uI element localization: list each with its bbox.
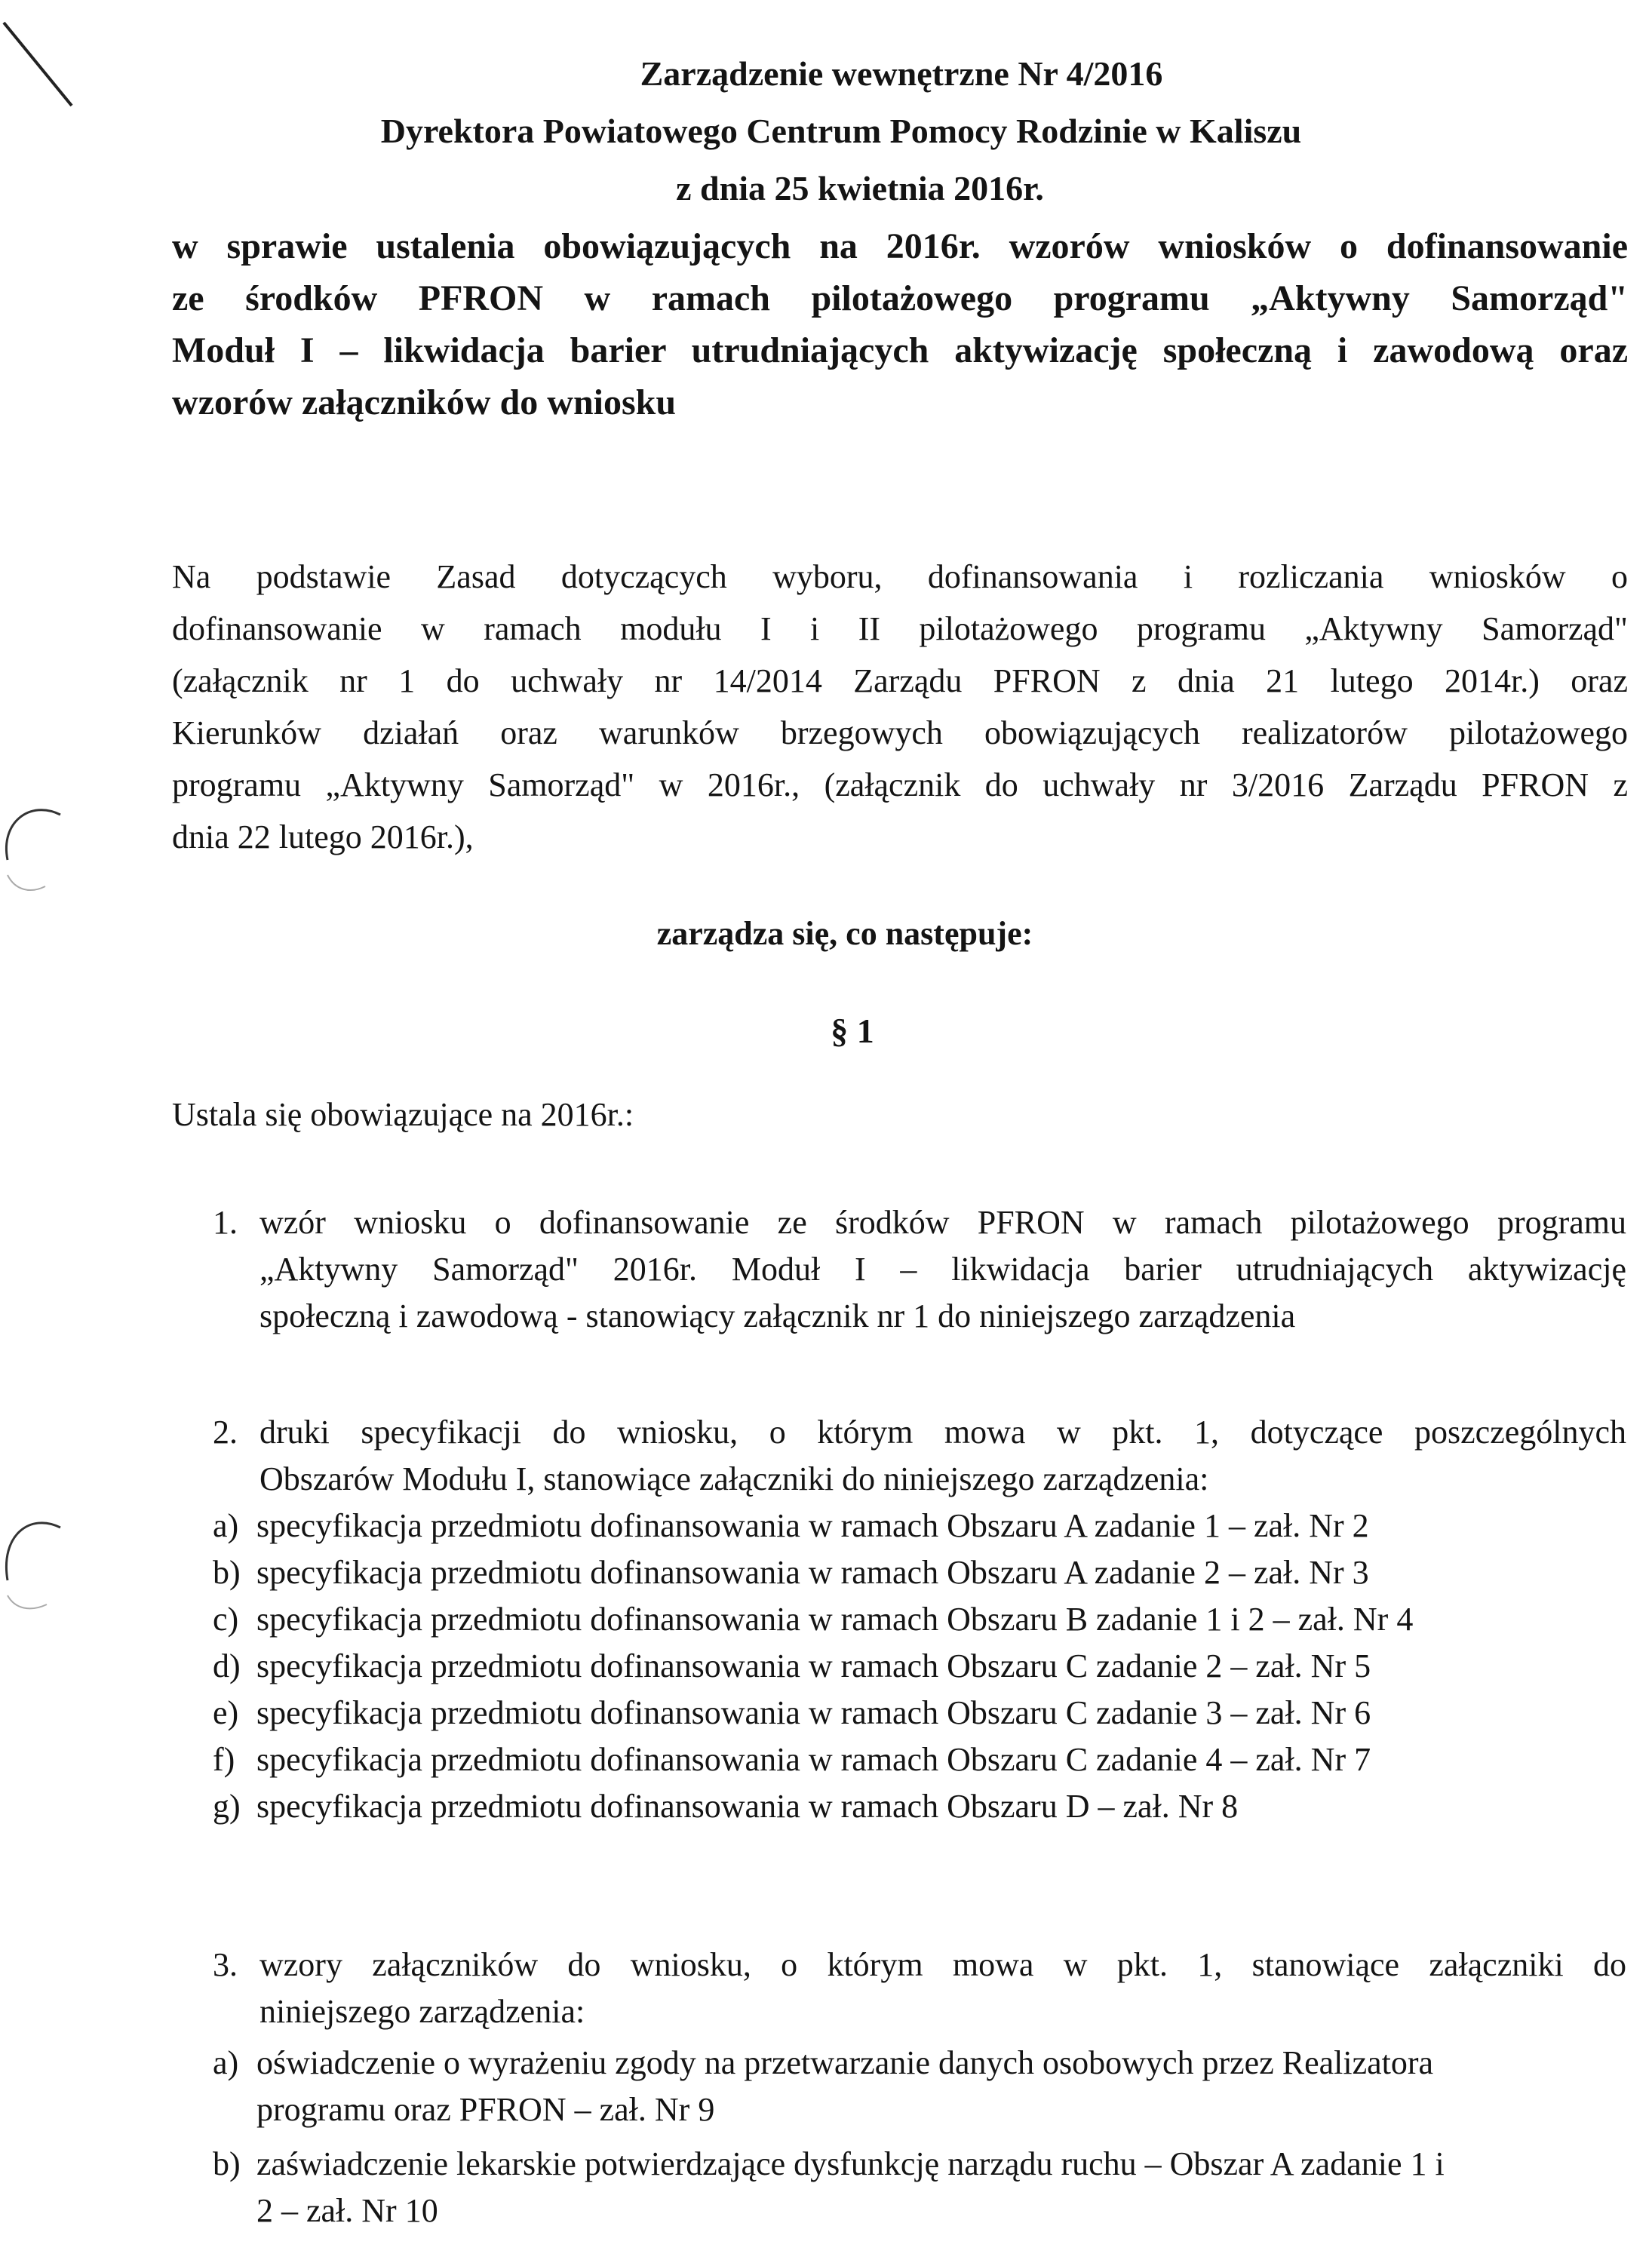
- basis-line: Na podstawie Zasad dotyczących wyboru, dofinansowania i rozliczania wniosków o: [172, 558, 1628, 595]
- sub-item-letter: b): [213, 1554, 241, 1591]
- sub-item-text: specyfikacja przedmiotu dofinansowania w ramach Obszaru C zadanie 4 – zał. Nr 7: [256, 1741, 1371, 1778]
- subject-line: Moduł I – likwidacja barier utrudniających aktywizację społeczną i zawodową oraz: [172, 330, 1628, 370]
- item-line: druki specyfikacji do wniosku, o którym mowa w pkt. 1, dotyczące poszczególnych: [259, 1414, 1626, 1451]
- sub-item-letter: d): [213, 1647, 241, 1684]
- item-text: [259, 1942, 1626, 2035]
- sub-item-text: specyfikacja przedmiotu dofinansowania w ramach Obszaru C zadanie 3 – zał. Nr 6: [256, 1694, 1371, 1731]
- date-line: z dnia 25 kwietnia 2016r.: [676, 169, 1044, 207]
- intro-line: Ustala się obowiązujące na 2016r.:: [172, 1096, 634, 1133]
- subject-line: w sprawie ustalenia obowiązujących na 2016r. wzorów wniosków o dofinansowanie: [172, 226, 1628, 266]
- subject-line: ze środków PFRON w ramach pilotażowego programu „Aktywny Samorząd": [172, 278, 1628, 318]
- sub-item-letter: c): [213, 1601, 239, 1638]
- sub-item-letter: e): [213, 1694, 239, 1731]
- sub-item-text: oświadczenie o wyrażeniu zgody na przetwarzanie danych osobowych przez Realizatora: [256, 2044, 1434, 2081]
- sub-item-letter: a): [213, 2044, 239, 2081]
- sub-item-letter: b): [213, 2145, 241, 2182]
- issuer-line: Dyrektora Powiatowego Centrum Pomocy Rodzinie w Kaliszu: [380, 112, 1302, 150]
- document-header: [0, 45, 1652, 217]
- item-line: wzory załączników do wniosku, o którym mowa w pkt. 1, stanowiące załączniki do: [259, 1946, 1626, 1983]
- document-subject: [172, 220, 1628, 428]
- item-number: 1.: [213, 1204, 238, 1241]
- item-line: wzór wniosku o dofinansowanie ze środków PFRON w ramach pilotażowego programu: [259, 1204, 1626, 1241]
- sub-item-letter: f): [213, 1741, 235, 1778]
- item-text: [259, 1199, 1626, 1340]
- item-line: niniejszego zarządzenia:: [259, 1993, 585, 2030]
- sub-item-letter: g): [213, 1788, 241, 1825]
- sub-item-text: zaświadczenie lekarskie potwierdzające dysfunkcję narządu ruchu – Obszar A zadanie 1 i: [256, 2145, 1445, 2182]
- sub-item-text: 2 – zał. Nr 10: [256, 2192, 438, 2229]
- basis-line: (załącznik nr 1 do uchwały nr 14/2014 Zarządu PFRON z dnia 21 lutego 2014r.) oraz: [172, 662, 1628, 699]
- basis-line: dofinansowanie w ramach modułu I i II pilotażowego programu „Aktywny Samorząd": [172, 610, 1628, 647]
- item-line: Obszarów Modułu I, stanowiące załączniki do niniejszego zarządzenia:: [259, 1460, 1209, 1497]
- punch-hole-bottom: [0, 1512, 68, 1618]
- document-title: Zarządzenie wewnętrzne Nr 4/2016: [640, 54, 1163, 93]
- item-line: „Aktywny Samorząd" 2016r. Moduł I – likwidacja barier utrudniających aktywizację: [259, 1251, 1626, 1288]
- sub-item-text: specyfikacja przedmiotu dofinansowania w ramach Obszaru C zadanie 2 – zał. Nr 5: [256, 1647, 1371, 1684]
- section-heading: § 1: [831, 1012, 874, 1050]
- item-number: 2.: [213, 1414, 238, 1451]
- legal-basis-paragraph: [172, 551, 1628, 863]
- sub-item-text: programu oraz PFRON – zał. Nr 9: [256, 2091, 715, 2128]
- sub-item-letter: a): [213, 1507, 239, 1544]
- basis-line: dnia 22 lutego 2016r.),: [172, 818, 474, 855]
- basis-line: Kierunków działań oraz warunków brzegowych obowiązujących realizatorów pilotażowego: [172, 714, 1628, 751]
- item-line: społeczną i zawodową - stanowiący załącznik nr 1 do niniejszego zarządzenia: [259, 1297, 1296, 1334]
- punch-hole-top: [0, 800, 68, 898]
- basis-line: programu „Aktywny Samorząd" w 2016r., (załącznik do uchwały nr 3/2016 Zarządu PFRON z: [172, 766, 1628, 803]
- sub-item-text: specyfikacja przedmiotu dofinansowania w ramach Obszaru D – zał. Nr 8: [256, 1788, 1239, 1825]
- orders-heading: zarządza się, co następuje:: [656, 915, 1033, 952]
- sub-item-text: specyfikacja przedmiotu dofinansowania w ramach Obszaru A zadanie 2 – zał. Nr 3: [256, 1554, 1369, 1591]
- sub-item-text: specyfikacja przedmiotu dofinansowania w ramach Obszaru A zadanie 1 – zał. Nr 2: [256, 1507, 1369, 1544]
- item-number: 3.: [213, 1946, 238, 1983]
- subject-line: wzorów załączników do wniosku: [172, 382, 677, 422]
- item-text: [259, 1409, 1626, 1503]
- sub-item-text: specyfikacja przedmiotu dofinansowania w ramach Obszaru B zadanie 1 i 2 – zał. Nr 4: [256, 1601, 1414, 1638]
